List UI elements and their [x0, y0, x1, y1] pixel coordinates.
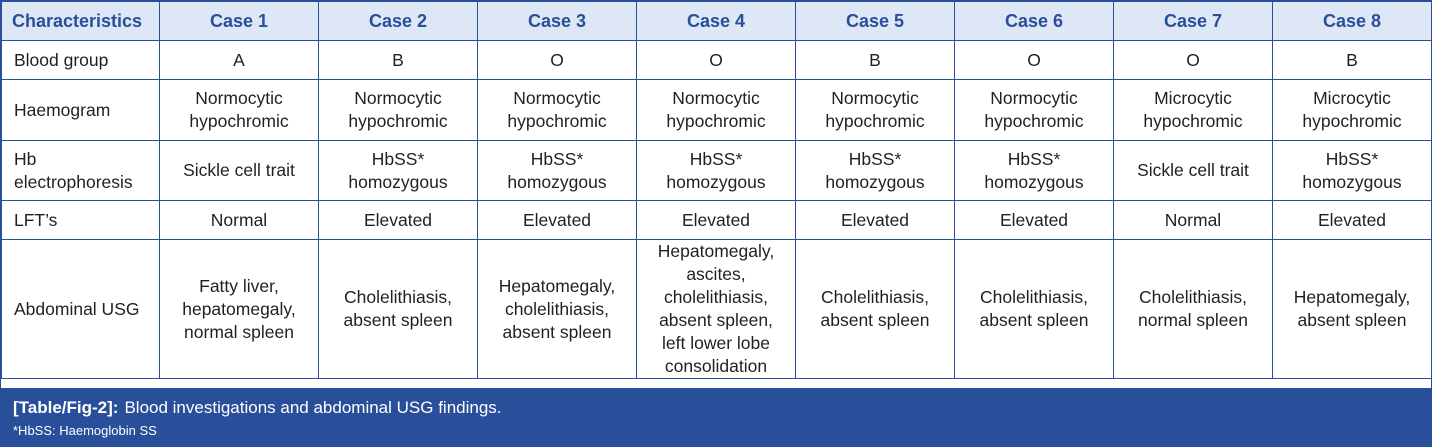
table-cell: O [637, 41, 796, 80]
row-label: Haemogram [2, 80, 160, 141]
header-case-2: Case 2 [319, 2, 478, 41]
row-abdominal-usg [2, 240, 1432, 379]
table-cell: Normocytic hypochromic [637, 80, 796, 141]
table-cell: Cholelithiasis, normal spleen [1114, 240, 1273, 379]
table-cell: Elevated [478, 201, 637, 240]
caption-label: [Table/Fig-2]: [13, 398, 119, 417]
table-cell: Hepatomegaly, ascites, cholelithiasis, absent spleen, left lower lobe consolidation [637, 240, 796, 379]
table-cell: O [955, 41, 1114, 80]
table-cell: Normal [1114, 201, 1273, 240]
table-caption [1, 388, 1431, 446]
table-cell: Microcytic hypochromic [1114, 80, 1273, 141]
table-cell: Normocytic hypochromic [796, 80, 955, 141]
row-hb-electrophoresis [2, 141, 1432, 201]
table-cell: O [1114, 41, 1273, 80]
header-case-6: Case 6 [955, 2, 1114, 41]
table-cell: B [1273, 41, 1432, 80]
findings-table [1, 1, 1432, 379]
row-lfts [2, 201, 1432, 240]
table-cell: Elevated [319, 201, 478, 240]
header-case-3: Case 3 [478, 2, 637, 41]
row-label: Abdominal USG [2, 240, 160, 379]
table-cell: Hepatomegaly, absent spleen [1273, 240, 1432, 379]
table-cell: Hepatomegaly, cholelithiasis, absent spleen [478, 240, 637, 379]
table-cell: Cholelithiasis, absent spleen [319, 240, 478, 379]
header-row [2, 2, 1432, 41]
table-cell: HbSS* homozygous [478, 141, 637, 201]
row-blood-group [2, 41, 1432, 80]
caption-line [13, 397, 1431, 419]
caption-text: Blood investigations and abdominal USG findings. [124, 398, 502, 417]
header-case-5: Case 5 [796, 2, 955, 41]
table-cell: Elevated [796, 201, 955, 240]
header-case-7: Case 7 [1114, 2, 1273, 41]
table-cell: Sickle cell trait [160, 141, 319, 201]
table-cell: Normocytic hypochromic [160, 80, 319, 141]
table-cell: Normocytic hypochromic [478, 80, 637, 141]
table-cell: B [319, 41, 478, 80]
table-cell: Fatty liver, hepatomegaly, normal spleen [160, 240, 319, 379]
table-cell: Cholelithiasis, absent spleen [796, 240, 955, 379]
row-label: Blood group [2, 41, 160, 80]
table-cell: B [796, 41, 955, 80]
table-cell: Elevated [637, 201, 796, 240]
caption-footnote: *HbSS: Haemoglobin SS [13, 423, 157, 438]
header-case-8: Case 8 [1273, 2, 1432, 41]
table-cell: Normocytic hypochromic [319, 80, 478, 141]
row-label: LFT’s [2, 201, 160, 240]
table-cell: Sickle cell trait [1114, 141, 1273, 201]
table-cell: HbSS* homozygous [319, 141, 478, 201]
row-label: Hb electrophoresis [2, 141, 160, 201]
table-cell: Normal [160, 201, 319, 240]
table-cell: HbSS* homozygous [955, 141, 1114, 201]
header-case-1: Case 1 [160, 2, 319, 41]
row-haemogram [2, 80, 1432, 141]
table-cell: HbSS* homozygous [637, 141, 796, 201]
header-case-4: Case 4 [637, 2, 796, 41]
header-characteristics: Characteristics [2, 2, 160, 41]
table-cell: Normocytic hypochromic [955, 80, 1114, 141]
table-cell: A [160, 41, 319, 80]
table-cell: Microcytic hypochromic [1273, 80, 1432, 141]
table-cell: Elevated [955, 201, 1114, 240]
table-cell: Elevated [1273, 201, 1432, 240]
table-cell: O [478, 41, 637, 80]
table-cell: HbSS* homozygous [796, 141, 955, 201]
table-cell: HbSS* homozygous [1273, 141, 1432, 201]
table-cell: Cholelithiasis, absent spleen [955, 240, 1114, 379]
